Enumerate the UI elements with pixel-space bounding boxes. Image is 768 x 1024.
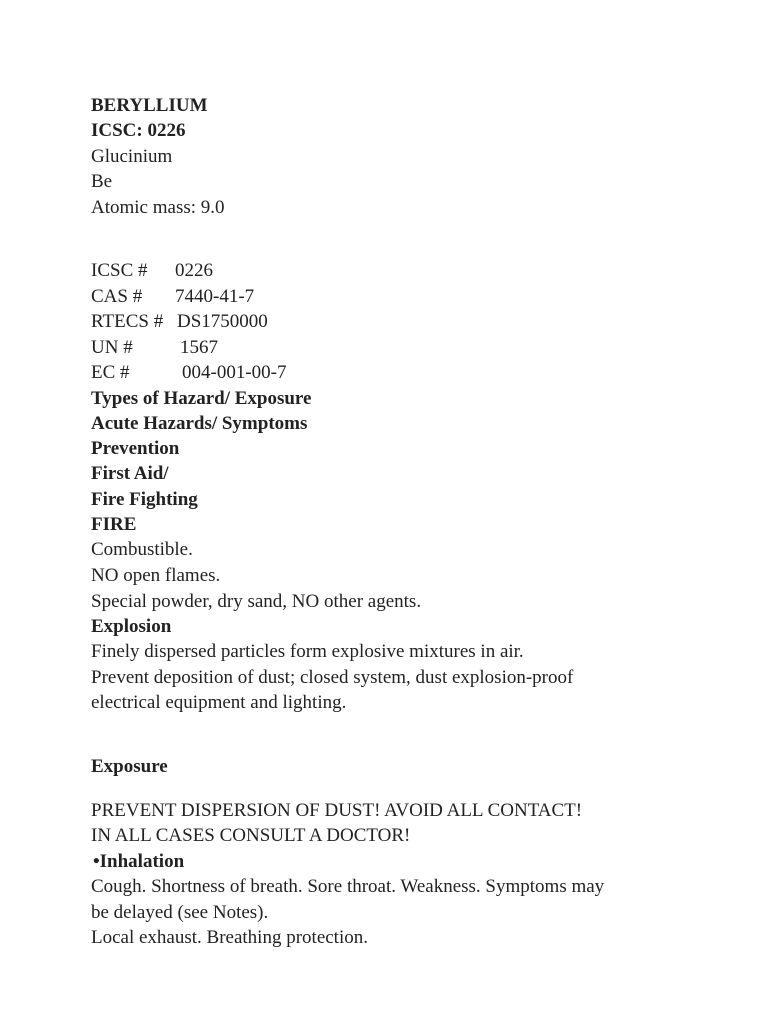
inhalation-line: Local exhaust. Breathing protection. bbox=[91, 927, 368, 948]
explosion-line: Finely dispersed particles form explosive mixtures in air. bbox=[91, 641, 524, 662]
header-prevention: Prevention bbox=[91, 438, 180, 459]
identifier-label: CAS # bbox=[91, 286, 143, 307]
explosion-line: Prevent deposition of dust; closed system, dust explosion-proof bbox=[91, 667, 574, 688]
fire-line: Combustible. bbox=[91, 539, 193, 560]
exposure-line: PREVENT DISPERSION OF DUST! AVOID ALL CONTACT! bbox=[91, 800, 583, 821]
identifier-value: DS1750000 bbox=[177, 311, 268, 332]
identifier-ec bbox=[91, 360, 287, 385]
identifier-cas bbox=[91, 284, 255, 309]
atomic-mass: Atomic mass: 9.0 bbox=[91, 197, 225, 218]
header-fire-fighting: Fire Fighting bbox=[91, 489, 198, 510]
header-types: Types of Hazard/ Exposure bbox=[91, 388, 312, 409]
identifier-value: 7440-41-7 bbox=[175, 286, 255, 307]
identifier-label: RTECS # bbox=[91, 311, 164, 332]
identifier-un bbox=[91, 335, 218, 360]
header-first-aid: First Aid/ bbox=[91, 463, 169, 484]
identifier-rtecs bbox=[91, 309, 268, 334]
identifier-value: 0226 bbox=[175, 260, 213, 281]
identifier-label: ICSC # bbox=[91, 260, 148, 281]
identifier-value: 004-001-00-7 bbox=[182, 362, 287, 383]
exposure-line: IN ALL CASES CONSULT A DOCTOR! bbox=[91, 825, 411, 846]
identifier-icsc bbox=[91, 258, 213, 283]
document-title: BERYLLIUM bbox=[91, 95, 208, 116]
fire-line: NO open flames. bbox=[91, 565, 221, 586]
fire-line: Special powder, dry sand, NO other agents. bbox=[91, 591, 422, 612]
inhalation-heading: •Inhalation bbox=[93, 851, 185, 872]
inhalation-line: be delayed (see Notes). bbox=[91, 902, 269, 923]
exposure-heading: Exposure bbox=[91, 756, 168, 777]
fire-heading: FIRE bbox=[91, 514, 137, 535]
identifier-label: UN # bbox=[91, 337, 133, 358]
chemical-formula: Be bbox=[91, 171, 113, 192]
identifier-value: 1567 bbox=[180, 337, 218, 358]
synonym: Glucinium bbox=[91, 146, 173, 167]
icsc-heading: ICSC: 0226 bbox=[91, 120, 186, 141]
explosion-heading: Explosion bbox=[91, 616, 172, 637]
inhalation-line: Cough. Shortness of breath. Sore throat. Weakness. Symptoms may bbox=[91, 876, 605, 897]
identifier-label: EC # bbox=[91, 362, 130, 383]
header-acute: Acute Hazards/ Symptoms bbox=[91, 413, 308, 434]
explosion-line: electrical equipment and lighting. bbox=[91, 692, 347, 713]
